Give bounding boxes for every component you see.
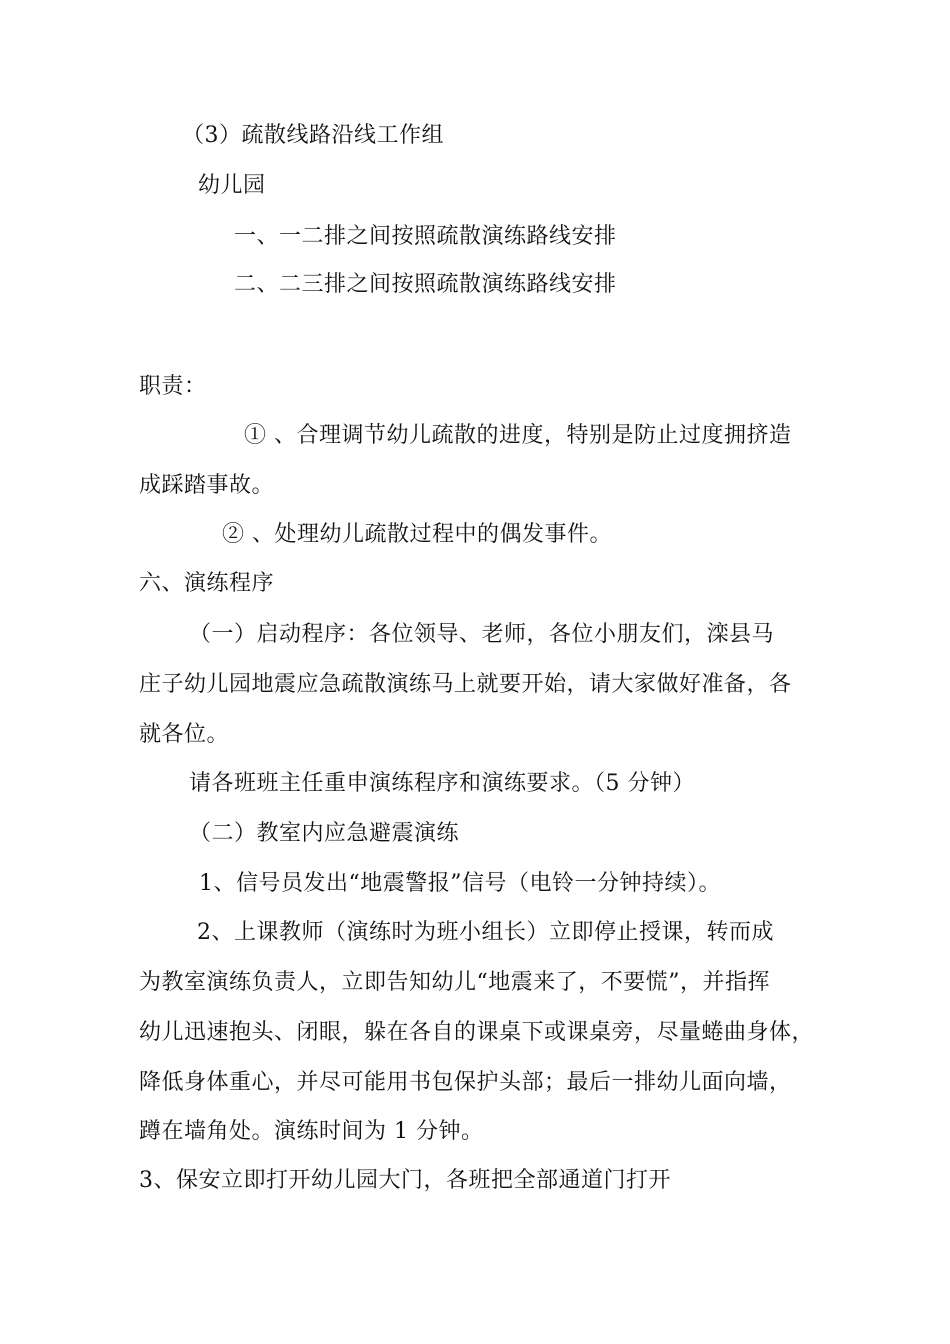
duty-label: 职责： bbox=[139, 374, 207, 399]
start-procedure-line-1: （一）启动程序：各位领导、老师，各位小朋友们，滦县马 bbox=[189, 622, 775, 647]
restate-instruction: 请各班班主任重申演练程序和演练要求。（5 分钟） bbox=[189, 771, 695, 796]
step-2-line-1: 2、上课教师（演练时为班小组长）立即停止授课，转而成 bbox=[197, 920, 774, 945]
section-6-title: 六、演练程序 bbox=[139, 571, 275, 596]
step-2-line-5: 蹲在墙角处。演练时间为 1 分钟。 bbox=[139, 1119, 484, 1144]
step-1: 1、信号员发出“地震警报”信号（电铃一分钟持续）。 bbox=[199, 871, 721, 896]
route-item-1: 一、一二排之间按照疏散演练路线安排 bbox=[234, 224, 617, 249]
step-2-line-4: 降低身体重心，并尽可能用书包保护头部；最后一排幼儿面向墙， bbox=[139, 1070, 792, 1095]
duty-item-1-line-2: 成踩踏事故。 bbox=[139, 473, 275, 498]
step-3: 3、保安立即打开幼儿园大门，各班把全部通道门打开 bbox=[139, 1168, 671, 1193]
start-procedure-line-3: 就各位。 bbox=[139, 722, 230, 747]
step-2-line-3: 幼儿迅速抱头、闭眼，躲在各自的课桌下或课桌旁，尽量蜷曲身体， bbox=[139, 1020, 815, 1045]
subsection-2-title: （二）教室内应急避震演练 bbox=[189, 821, 460, 846]
route-item-2: 二、二三排之间按照疏散演练路线安排 bbox=[234, 272, 617, 297]
section-3-title: （3）疏散线路沿线工作组 bbox=[182, 123, 444, 148]
start-procedure-line-2: 庄子幼儿园地震应急疏散演练马上就要开始，请大家做好准备，各 bbox=[139, 672, 792, 697]
step-2-line-2: 为教室演练负责人，立即告知幼儿“地震来了，不要慌”，并指挥 bbox=[139, 970, 770, 995]
kindergarten-label: 幼儿园 bbox=[198, 173, 266, 198]
duty-item-1-line-1: ① 、合理调节幼儿疏散的进度，特别是防止过度拥挤造 bbox=[244, 423, 792, 448]
duty-item-2: ② 、处理幼儿疏散过程中的偶发事件。 bbox=[222, 522, 612, 547]
